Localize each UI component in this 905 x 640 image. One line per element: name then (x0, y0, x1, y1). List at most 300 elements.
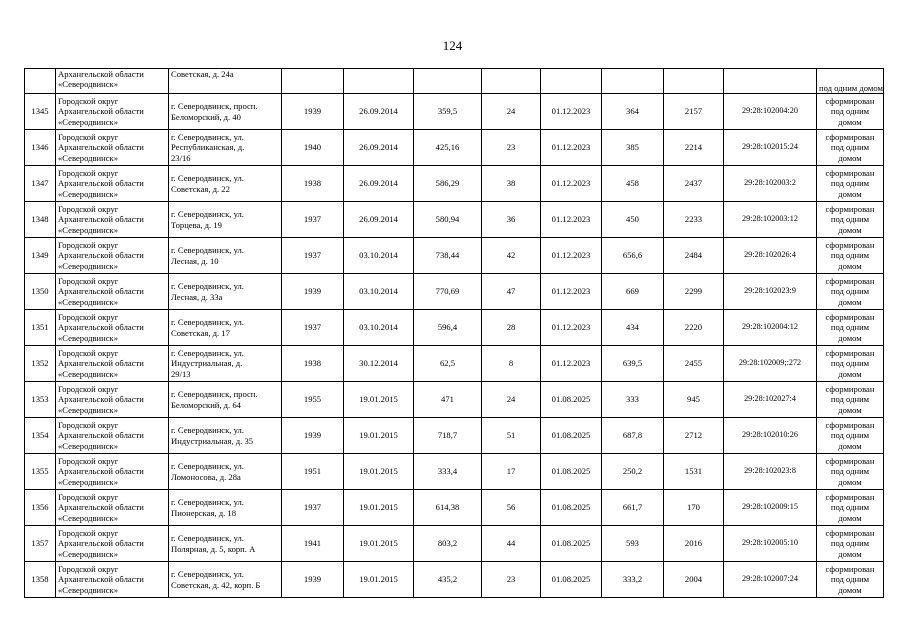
empty-cell (724, 69, 817, 94)
value-cell: 450 (602, 202, 664, 238)
value-cell: 656,6 (602, 238, 664, 274)
owner-line: «Северодвинск» (58, 260, 119, 271)
status-cell (817, 130, 884, 166)
date-cell: 19.01.2015 (344, 490, 414, 526)
row-number-cell: 1356 (25, 490, 56, 526)
address-line: Полярная, д. 5, корп. А (171, 543, 256, 554)
address-line: г. Северодвинск, ул. (171, 461, 244, 472)
address-line: г. Северодвинск, ул. (171, 497, 244, 508)
area-cell: 803,2 (414, 526, 482, 562)
row-number-cell: 1350 (25, 274, 56, 310)
value-cell: 2004 (664, 562, 724, 598)
owner-cell (56, 562, 169, 598)
registry-table (24, 68, 884, 598)
owner-cell (56, 202, 169, 238)
address-line: г. Северодвинск, ул. (171, 317, 244, 328)
date-cell: 19.01.2015 (344, 454, 414, 490)
value-cell: 434 (602, 310, 664, 346)
address-line: г. Северодвинск, ул. (171, 533, 244, 544)
table-row-continuation (25, 69, 884, 94)
empty-cell (282, 69, 344, 94)
page-number: 124 (442, 38, 463, 53)
date-cell: 01.08.2025 (541, 562, 602, 598)
value-cell: 2233 (664, 202, 724, 238)
table-row (25, 310, 884, 346)
count-cell: 17 (482, 454, 541, 490)
address-line: г. Северодвинск, ул. (171, 209, 244, 220)
cadastral-cell: 29:28:102009;:272 (724, 346, 817, 382)
year-cell: 1955 (282, 382, 344, 418)
address-line: 23/16 (171, 152, 191, 163)
table-row (25, 382, 884, 418)
owner-line: Городской округ (58, 528, 119, 539)
row-number-cell: 1358 (25, 562, 56, 598)
value-cell: 2455 (664, 346, 724, 382)
owner-cell (56, 490, 169, 526)
count-cell: 23 (482, 562, 541, 598)
status-line: домом (838, 548, 862, 559)
owner-line: Архангельской области (58, 430, 144, 441)
date-cell: 01.12.2023 (541, 238, 602, 274)
table-row (25, 238, 884, 274)
date-cell: 01.08.2025 (541, 490, 602, 526)
address-line: 29/13 (171, 368, 191, 379)
address-line: г. Северодвинск, просп. (171, 101, 258, 112)
status-cell (817, 454, 884, 490)
status-line: под одним (830, 394, 870, 405)
owner-line: Архангельской области (58, 502, 144, 513)
date-cell: 19.01.2015 (344, 526, 414, 562)
count-cell: 8 (482, 346, 541, 382)
status-cell (817, 202, 884, 238)
year-cell: 1937 (282, 310, 344, 346)
status-line: сформирован (825, 204, 875, 215)
address-line: г. Северодвинск, ул. (171, 245, 244, 256)
table-row (25, 418, 884, 454)
address-line: Советская, д. 24а (171, 69, 234, 79)
row-number-cell: 1349 (25, 238, 56, 274)
row-number-cell: 1355 (25, 454, 56, 490)
date-cell: 26.09.2014 (344, 94, 414, 130)
owner-cell (56, 346, 169, 382)
status-cell (817, 526, 884, 562)
address-line: Советская, д. 42, корп. Б (171, 579, 261, 590)
status-cell (817, 166, 884, 202)
status-line: домом (838, 296, 862, 307)
owner-line: Архангельской области (58, 106, 144, 117)
table-row (25, 202, 884, 238)
owner-cell (56, 130, 169, 166)
address-line: г. Северодвинск, ул. (171, 281, 244, 292)
row-number-cell: 1357 (25, 526, 56, 562)
count-cell: 38 (482, 166, 541, 202)
owner-line: Архангельской области (58, 574, 144, 585)
owner-line: «Северодвинск» (58, 332, 119, 343)
owner-line: «Северодвинск» (58, 79, 119, 90)
owner-line: «Северодвинск» (58, 440, 119, 451)
year-cell: 1939 (282, 562, 344, 598)
owner-cell (56, 274, 169, 310)
status-line: домом (838, 404, 862, 415)
status-line: сформирован (825, 492, 875, 503)
owner-line: Городской округ (58, 96, 119, 107)
date-cell: 01.12.2023 (541, 94, 602, 130)
area-cell: 435,2 (414, 562, 482, 598)
table-row (25, 130, 884, 166)
address-line: Советская, д. 22 (171, 183, 230, 194)
count-cell: 23 (482, 130, 541, 166)
count-cell: 51 (482, 418, 541, 454)
value-cell: 2016 (664, 526, 724, 562)
value-cell: 639,5 (602, 346, 664, 382)
status-line: домом (838, 188, 862, 199)
count-cell: 24 (482, 382, 541, 418)
owner-line: «Северодвинск» (58, 152, 119, 163)
status-line: домом (838, 368, 862, 379)
owner-line: «Северодвинск» (58, 548, 119, 559)
area-cell: 596,4 (414, 310, 482, 346)
address-line: Лесная, д. 33а (171, 291, 223, 302)
owner-line: «Северодвинск» (58, 224, 119, 235)
owner-cell (56, 310, 169, 346)
status-cell (817, 94, 884, 130)
area-cell: 471 (414, 382, 482, 418)
year-cell: 1937 (282, 490, 344, 526)
area-cell: 333,4 (414, 454, 482, 490)
owner-line: Городской округ (58, 168, 119, 179)
year-cell: 1940 (282, 130, 344, 166)
area-cell: 738,44 (414, 238, 482, 274)
value-cell: 2220 (664, 310, 724, 346)
cadastral-cell: 29:28:102009:15 (724, 490, 817, 526)
address-cell (169, 310, 282, 346)
area-cell: 580,94 (414, 202, 482, 238)
owner-line: Городской округ (58, 276, 119, 287)
table-row (25, 526, 884, 562)
status-cell (817, 238, 884, 274)
status-line: домом (838, 260, 862, 271)
status-line: домом (838, 224, 862, 235)
row-number-cell: 1351 (25, 310, 56, 346)
status-line: домом (838, 332, 862, 343)
cadastral-cell: 29:28:102007:24 (724, 562, 817, 598)
value-cell: 458 (602, 166, 664, 202)
date-cell: 01.08.2025 (541, 454, 602, 490)
date-cell: 01.08.2025 (541, 418, 602, 454)
address-line: г. Северодвинск, ул. (171, 348, 244, 359)
row-number-cell: 1347 (25, 166, 56, 202)
status-line: под одним (830, 142, 870, 153)
date-cell: 01.12.2023 (541, 202, 602, 238)
count-cell: 28 (482, 310, 541, 346)
date-cell: 01.12.2023 (541, 130, 602, 166)
cadastral-cell: 29:28:102027:4 (724, 382, 817, 418)
owner-line: Городской округ (58, 564, 119, 575)
owner-line: Архангельской области (58, 178, 144, 189)
year-cell: 1939 (282, 274, 344, 310)
cadastral-cell: 29:28:102004:20 (724, 94, 817, 130)
address-line: Индустриальная, д. 35 (171, 435, 254, 446)
status-cell (817, 382, 884, 418)
status-line: сформирован (825, 420, 875, 431)
owner-line: «Северодвинск» (58, 296, 119, 307)
row-number-cell: 1348 (25, 202, 56, 238)
date-cell: 30.12.2014 (344, 346, 414, 382)
status-line: сформирован (825, 132, 875, 143)
count-cell: 42 (482, 238, 541, 274)
address-line: г. Северодвинск, просп. (171, 389, 258, 400)
owner-line: Городской округ (58, 204, 119, 215)
empty-cell (664, 69, 724, 94)
status-line: под одним (830, 322, 870, 333)
address-line: г. Северодвинск, ул. (171, 425, 244, 436)
area-cell: 614,38 (414, 490, 482, 526)
date-cell: 03.10.2014 (344, 274, 414, 310)
cadastral-cell: 29:28:102015:24 (724, 130, 817, 166)
value-cell: 2157 (664, 94, 724, 130)
status-line: сформирован (825, 168, 875, 179)
owner-cell (56, 69, 169, 94)
value-cell: 364 (602, 94, 664, 130)
year-cell: 1938 (282, 166, 344, 202)
owner-line: Городской округ (58, 132, 119, 143)
address-cell (169, 130, 282, 166)
date-cell: 01.08.2025 (541, 526, 602, 562)
address-cell (169, 562, 282, 598)
date-cell: 26.09.2014 (344, 166, 414, 202)
address-line: Республиканская, д. (171, 142, 245, 153)
owner-line: Архангельской области (58, 538, 144, 549)
owner-line: Городской округ (58, 420, 119, 431)
table-body (25, 69, 884, 598)
value-cell: 170 (664, 490, 724, 526)
owner-line: «Северодвинск» (58, 368, 119, 379)
status-line: домом (838, 440, 862, 451)
empty-cell (541, 69, 602, 94)
table-row (25, 166, 884, 202)
date-cell: 26.09.2014 (344, 130, 414, 166)
status-line: под одним (830, 178, 870, 189)
date-cell: 26.09.2014 (344, 202, 414, 238)
address-line: Индустриальная, д. (171, 358, 243, 369)
year-cell: 1941 (282, 526, 344, 562)
area-cell: 770,69 (414, 274, 482, 310)
date-cell: 01.12.2023 (541, 310, 602, 346)
status-cell (817, 310, 884, 346)
owner-line: «Северодвинск» (58, 512, 119, 523)
date-cell: 01.12.2023 (541, 166, 602, 202)
address-line: Беломорский, д. 40 (171, 111, 241, 122)
owner-line: Архангельской области (58, 358, 144, 369)
year-cell: 1939 (282, 94, 344, 130)
empty-cell (344, 69, 414, 94)
count-cell: 36 (482, 202, 541, 238)
status-line: домом (838, 116, 862, 127)
status-line: домом (838, 512, 862, 523)
area-cell: 425,16 (414, 130, 482, 166)
owner-line: Городской округ (58, 384, 119, 395)
value-cell: 250,2 (602, 454, 664, 490)
address-cell (169, 274, 282, 310)
address-cell (169, 69, 282, 94)
owner-line: Архангельской области (58, 69, 144, 79)
table-row (25, 490, 884, 526)
cadastral-cell: 29:28:102003:2 (724, 166, 817, 202)
year-cell: 1939 (282, 418, 344, 454)
cadastral-cell: 29:28:102026:4 (724, 238, 817, 274)
count-cell: 24 (482, 94, 541, 130)
owner-line: Архангельской области (58, 466, 144, 477)
row-number-cell (25, 69, 56, 94)
address-line: Лесная, д. 10 (171, 255, 219, 266)
owner-line: Архангельской области (58, 322, 144, 333)
status-line: сформирован (825, 456, 875, 467)
status-line: сформирован (825, 384, 875, 395)
value-cell: 333,2 (602, 562, 664, 598)
owner-cell (56, 382, 169, 418)
value-cell: 945 (664, 382, 724, 418)
status-line: под одним (830, 538, 870, 549)
year-cell: 1937 (282, 238, 344, 274)
address-line: Пионерская, д. 18 (171, 507, 236, 518)
address-line: г. Северодвинск, ул. (171, 173, 244, 184)
owner-cell (56, 238, 169, 274)
status-cell (817, 346, 884, 382)
address-cell (169, 166, 282, 202)
owner-line: Архангельской области (58, 286, 144, 297)
status-line: под одним (830, 430, 870, 441)
status-line: сформирован (825, 564, 875, 575)
status-line: сформирован (825, 276, 875, 287)
owner-line: Архангельской области (58, 142, 144, 153)
address-line: Советская, д. 17 (171, 327, 230, 338)
address-cell (169, 238, 282, 274)
area-cell: 62,5 (414, 346, 482, 382)
row-number-cell: 1345 (25, 94, 56, 130)
address-line: Беломорский, д. 64 (171, 399, 241, 410)
table-row (25, 562, 884, 598)
value-cell: 2712 (664, 418, 724, 454)
date-cell: 19.01.2015 (344, 562, 414, 598)
status-line: домом (838, 152, 862, 163)
row-number-cell: 1346 (25, 130, 56, 166)
owner-cell (56, 166, 169, 202)
value-cell: 385 (602, 130, 664, 166)
value-cell: 2437 (664, 166, 724, 202)
owner-line: «Северодвинск» (58, 188, 119, 199)
year-cell: 1951 (282, 454, 344, 490)
address-cell (169, 490, 282, 526)
owner-line: Архангельской области (58, 394, 144, 405)
address-line: Ломоносова, д. 28а (171, 471, 241, 482)
value-cell: 2299 (664, 274, 724, 310)
address-cell (169, 418, 282, 454)
owner-line: «Северодвинск» (58, 116, 119, 127)
count-cell: 44 (482, 526, 541, 562)
status-line: домом (838, 476, 862, 487)
date-cell: 03.10.2014 (344, 238, 414, 274)
cadastral-cell: 29:28:102010:26 (724, 418, 817, 454)
status-line: сформирован (825, 348, 875, 359)
address-cell (169, 454, 282, 490)
table-row (25, 454, 884, 490)
area-cell: 718,7 (414, 418, 482, 454)
owner-cell (56, 94, 169, 130)
status-line: под одним домом (819, 82, 883, 93)
date-cell: 19.01.2015 (344, 418, 414, 454)
address-line: г. Северодвинск, ул. (171, 569, 244, 580)
table-row (25, 274, 884, 310)
owner-line: Архангельской области (58, 250, 144, 261)
owner-line: Архангельской области (58, 214, 144, 225)
address-line: г. Северодвинск, ул. (171, 132, 244, 143)
status-cell (817, 69, 884, 94)
status-line: под одним (830, 574, 870, 585)
value-cell: 669 (602, 274, 664, 310)
status-line: под одним (830, 286, 870, 297)
owner-line: Городской округ (58, 312, 119, 323)
area-cell: 359,5 (414, 94, 482, 130)
owner-line: «Северодвинск» (58, 476, 119, 487)
count-cell: 56 (482, 490, 541, 526)
status-cell (817, 562, 884, 598)
status-line: под одним (830, 250, 870, 261)
date-cell: 01.12.2023 (541, 346, 602, 382)
value-cell: 1531 (664, 454, 724, 490)
status-line: сформирован (825, 528, 875, 539)
owner-cell (56, 526, 169, 562)
value-cell: 333 (602, 382, 664, 418)
value-cell: 2484 (664, 238, 724, 274)
status-line: под одним (830, 106, 870, 117)
address-cell (169, 346, 282, 382)
value-cell: 661,7 (602, 490, 664, 526)
year-cell: 1937 (282, 202, 344, 238)
owner-line: Городской округ (58, 240, 119, 251)
cadastral-cell: 29:28:102004:12 (724, 310, 817, 346)
owner-cell (56, 454, 169, 490)
address-line: Торцева, д. 19 (171, 219, 222, 230)
value-cell: 687,8 (602, 418, 664, 454)
cadastral-cell: 29:28:102023:9 (724, 274, 817, 310)
row-number-cell: 1354 (25, 418, 56, 454)
status-cell (817, 274, 884, 310)
address-cell (169, 526, 282, 562)
cadastral-cell: 29:28:102005:10 (724, 526, 817, 562)
year-cell: 1938 (282, 346, 344, 382)
owner-line: Городской округ (58, 456, 119, 467)
empty-cell (414, 69, 482, 94)
date-cell: 03.10.2014 (344, 310, 414, 346)
table-row (25, 94, 884, 130)
status-line: домом (838, 584, 862, 595)
cadastral-cell: 29:28:102003:12 (724, 202, 817, 238)
count-cell: 47 (482, 274, 541, 310)
row-number-cell: 1353 (25, 382, 56, 418)
status-line: сформирован (825, 96, 875, 107)
owner-line: «Северодвинск» (58, 404, 119, 415)
area-cell: 586,29 (414, 166, 482, 202)
status-line: под одним (830, 358, 870, 369)
date-cell: 01.08.2025 (541, 382, 602, 418)
empty-cell (482, 69, 541, 94)
status-line: под одним (830, 214, 870, 225)
date-cell: 19.01.2015 (344, 382, 414, 418)
address-cell (169, 202, 282, 238)
table-row (25, 346, 884, 382)
value-cell: 2214 (664, 130, 724, 166)
status-line: под одним (830, 502, 870, 513)
